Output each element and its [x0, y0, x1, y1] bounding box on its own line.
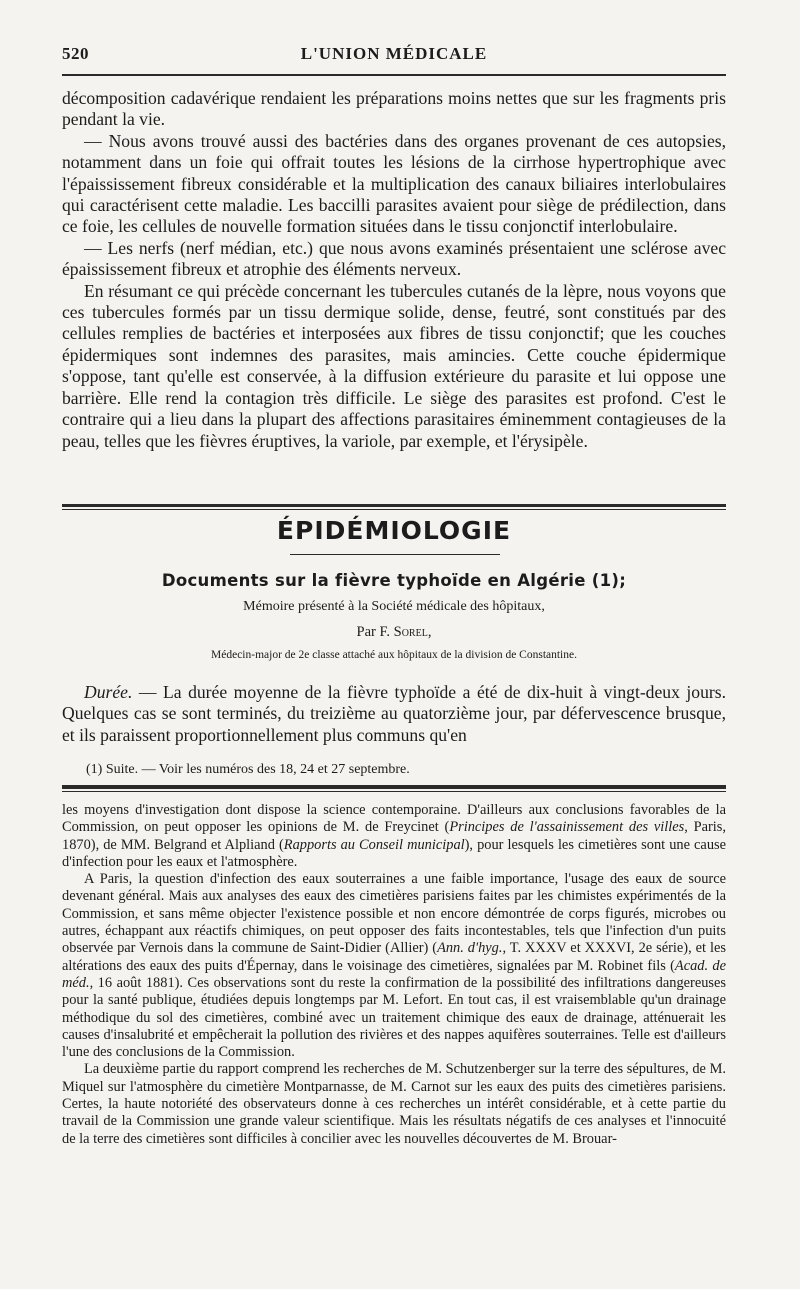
- running-header: [62, 44, 726, 72]
- journal-title: L'UNION MÉDICALE: [300, 44, 488, 63]
- citation-italic: Principes de l'assainissement des villes: [449, 819, 685, 836]
- paragraph: La deuxième partie du rapport comprend les recherches de M. Schutzenberger sur la terre des sépultures, de M. Miquel sur l'atmosphère du cimetière Montparnasse, de M. Carnot sur les eaux des puits des cimetières parisiens. Certes, la haute notoriété des observateurs donne à ces recherches un intérêt considérable, et à cette partie du travail de la Commission une grande valeur scientifique. Mais les résultats négatifs de ces analyses et l'innocuité de la terre des cimetières sont difficiles à concilier avec les nouvelles découvertes de M. Brouar-: [62, 1061, 726, 1147]
- section-rule-top: [62, 504, 726, 507]
- paragraph: En résumant ce qui précède concernant les tubercules cutanés de la lèpre, nous voyons que ces tubercules formés par un tissu dermique solide, dense, feutré, sont constitués par des cellules remplies de bactéries et interposées aux fibres de tissu conjonctif; que les couches épidermiques sont indemnes des parasites, mais amincies. Cette couche épidermique s'oppose, tant qu'elle est conservée, à la diffusion extérieure du parasite et lui oppose une barrière. Elle rend la contagion très difficile. Le siège des parasites est profond. C'est le contraire qui a lieu dans la plupart des affections parasitaires éminemment contagieuses de la peau, telles que les fièvres éruptives, la variole, par exemple, et l'érysipèle.: [62, 280, 726, 451]
- text-run: , 16 août 1881). Ces observations sont du reste la confirmation de la possibilité des infiltrations dangereuses pour la santé publique, étudiées depuis longtemps par M. Lefort. En tout cas, il est vraisemblable qu'un drainage méthodique du sol des cimetières, combiné avec un traitement chimique des eaux de drainage, atténuerait les causes d'insalubrité et empêcherait la pollution des rivières et des nappes aquifères souterraines. Telle est d'ailleurs l'une des conclusions de la Commission.: [62, 974, 726, 1061]
- text-run: ), pour lesquels les cimetières sont une cause d'infection pour les eaux et l'atmosphère.: [62, 836, 726, 870]
- text-run: , T. XXXV et XXXVI, 2e série), et les altérations des eaux des puits d'Épernay, dans le voisinage des cimetières, signalées par M. Robinet fils (: [62, 940, 726, 974]
- section-title: ÉPIDÉMIOLOGIE: [276, 516, 512, 545]
- paragraph: — Les nerfs (nerf médian, etc.) que nous avons examinés présentaient une sclérose avec épaississement fibreux et atrophie des éléments nerveux.: [62, 237, 726, 280]
- text-run: , Paris, 1870), de MM. Belgrand et Alpliand (: [62, 819, 727, 853]
- duree-paragraph: [62, 682, 726, 746]
- page-number: 520: [62, 44, 89, 63]
- footnote: (1) Suite. — Voir les numéros des 18, 24 et 27 septembre.: [86, 762, 410, 777]
- section-rule-top-thin: [62, 509, 726, 510]
- paragraph: décomposition cadavérique rendaient les préparations moins nettes que sur les fragments pris pendant la vie.: [62, 88, 726, 130]
- column-separator-rule-thin: [62, 791, 726, 792]
- article-title: Documents sur la fièvre typhoïde en Algérie (1);: [161, 571, 627, 590]
- paragraph: — Nous avons trouvé aussi des bactéries dans des organes provenant de ces autopsies, notamment dans un foie qui offrait toutes les lésions de la cirrhose hypertrophique avec l'épaississement fibreux considérable et la multiplication des canaux biliaires interlobulaires qui caractérisent cette maladie. Les baccilli parasites avaient pour siège de prédilection, dans ce foie, les cellules de nouvelle formation situées dans le tissu conjonctif interlobulaire.: [62, 130, 726, 237]
- article-author: [62, 624, 726, 641]
- lower-article-text: [62, 802, 726, 1148]
- text-run: A Paris, la question d'infection des eaux souterraines a une faible importance, l'usage des eaux de source devenant général. Mais aux analyses des eaux des cimetières parisiens faites par les chimistes expérimentés de la Commission, et sans même objecter l'existence possible et non encore démontrée de corps figurés, microbes ou autres, échappant aux réactifs chimiques, on peut opposer des faits incontestables, tels que l'infection d'un puits observée par Vernois dans la commune de Saint-Didier (Allier) (: [62, 871, 726, 957]
- paragraph: [62, 682, 726, 746]
- paragraph-lead: Durée.: [84, 682, 133, 702]
- upper-article-text: [62, 88, 726, 452]
- column-separator-rule: [62, 785, 726, 789]
- paragraph-text: — La durée moyenne de la fièvre typhoïde a été de dix-huit à vingt-deux jours. Quelques cas se sont terminés, du treizième au quatorzième jour, par défervescence brusque, et ils paraissent proportionnellement plus communs qu'en: [62, 682, 726, 745]
- citation-italic: Ann. d'hyg.: [437, 940, 503, 957]
- citation-italic: Acad. de méd.: [62, 957, 726, 991]
- author-prefix: Par F.: [356, 624, 394, 640]
- text-run: les moyens d'investigation dont dispose la science contemporaine. D'ailleurs aux conclusions favorables de la Commission, on peut opposer les opinions de M. de Freycinet (: [62, 802, 726, 836]
- header-rule: [62, 74, 726, 76]
- paragraph: [62, 871, 726, 1061]
- author-name: Sorel,: [393, 624, 432, 640]
- section-title-underline: [290, 554, 500, 555]
- citation-italic: Rapports au Conseil municipal: [283, 836, 465, 853]
- author-rank: Médecin-major de 2e classe attaché aux hôpitaux de la division de Constantine.: [211, 649, 577, 661]
- article-subtitle: Mémoire présenté à la Société médicale des hôpitaux,: [243, 599, 545, 614]
- paragraph: [62, 802, 726, 871]
